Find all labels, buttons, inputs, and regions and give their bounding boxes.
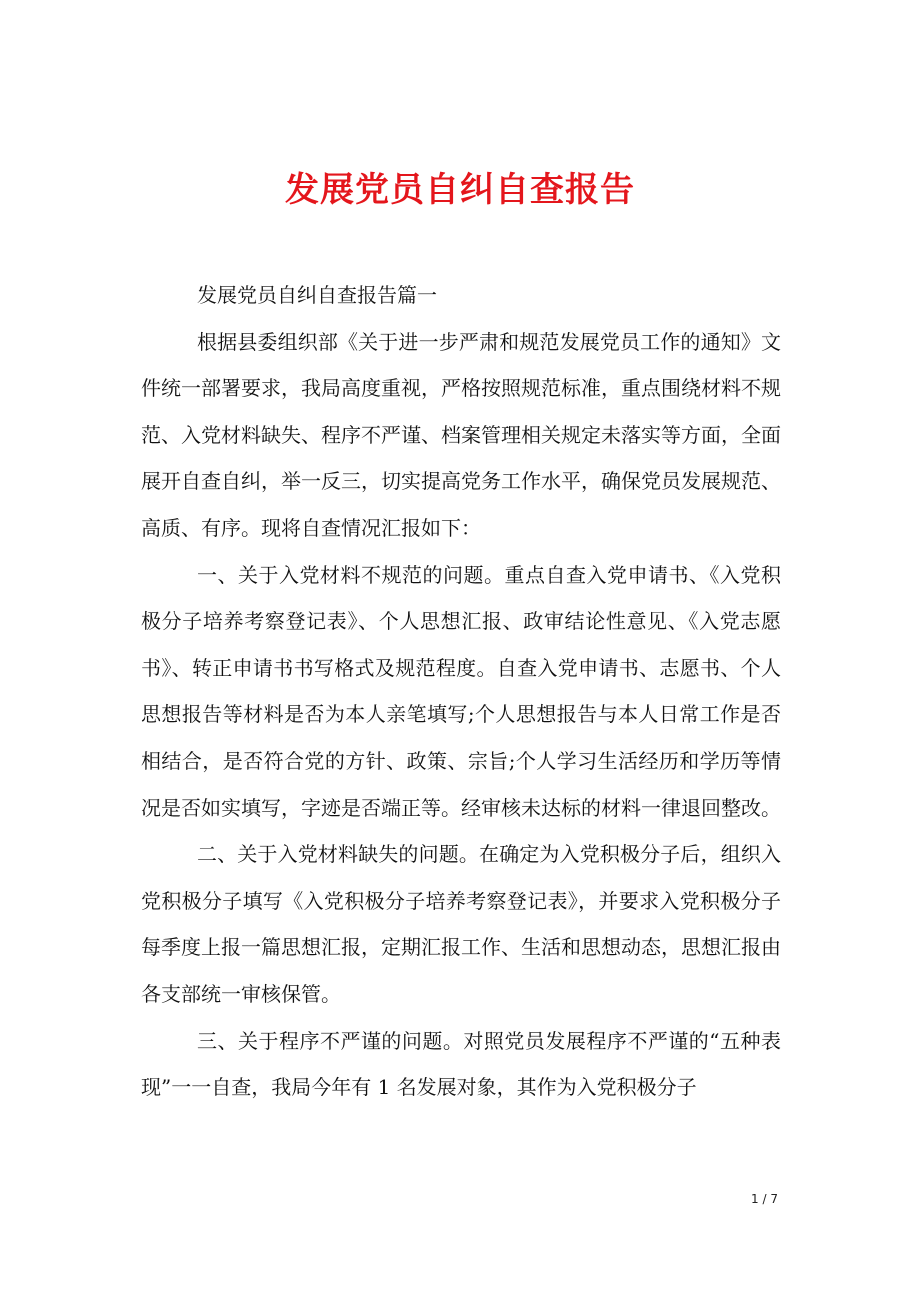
document-body [141,272,781,1111]
section-heading: 发展党员自纠自查报告篇一 [197,283,437,307]
body-paragraph: 三、关于程序不严谨的问题。对照党员发展程序不严谨的“五种表现”一一自查，我局今年有 1 名发展对象，其作为入党积极分子 [141,1028,781,1100]
page-title: 发展党员自纠自查报告 [285,169,635,210]
body-paragraph: 一、关于入党材料不规范的问题。重点自查入党申请书、《入党积极分子培养考察登记表》、个人思想汇报、政审结论性意见、《入党志愿书》、转正申请书书写格式及规范程度。自查入党申请书、志愿书、个人思想报告等材料是否为本人亲笔填写;个人思想报告与本人日常工作是否相结合，是否符合党的方针、政策、宗旨;个人学习生活经历和学历等情况是否如实填写，字迹是否端正等。经审核未达标的材料一律退回整改。 [141,562,781,820]
page-number: 1 / 7 [751,1192,778,1206]
body-paragraph: 根据县委组织部《关于进一步严肃和规范发展党员工作的通知》文件统一部署要求，我局高度重视，严格按照规范标准，重点围绕材料不规范、入党材料缺失、程序不严谨、档案管理相关规定未落实等方面，全面展开自查自纠，举一反三，切实提高党务工作水平，确保党员发展规范、高质、有序。现将自查情况汇报如下： [141,329,781,540]
body-paragraph: 二、关于入党材料缺失的问题。在确定为入党积极分子后，组织入党积极分子填写《入党积极分子培养考察登记表》，并要求入党积极分子每季度上报一篇思想汇报，定期汇报工作、生活和思想动态，思想汇报由各支部统一审核保管。 [141,842,781,1006]
